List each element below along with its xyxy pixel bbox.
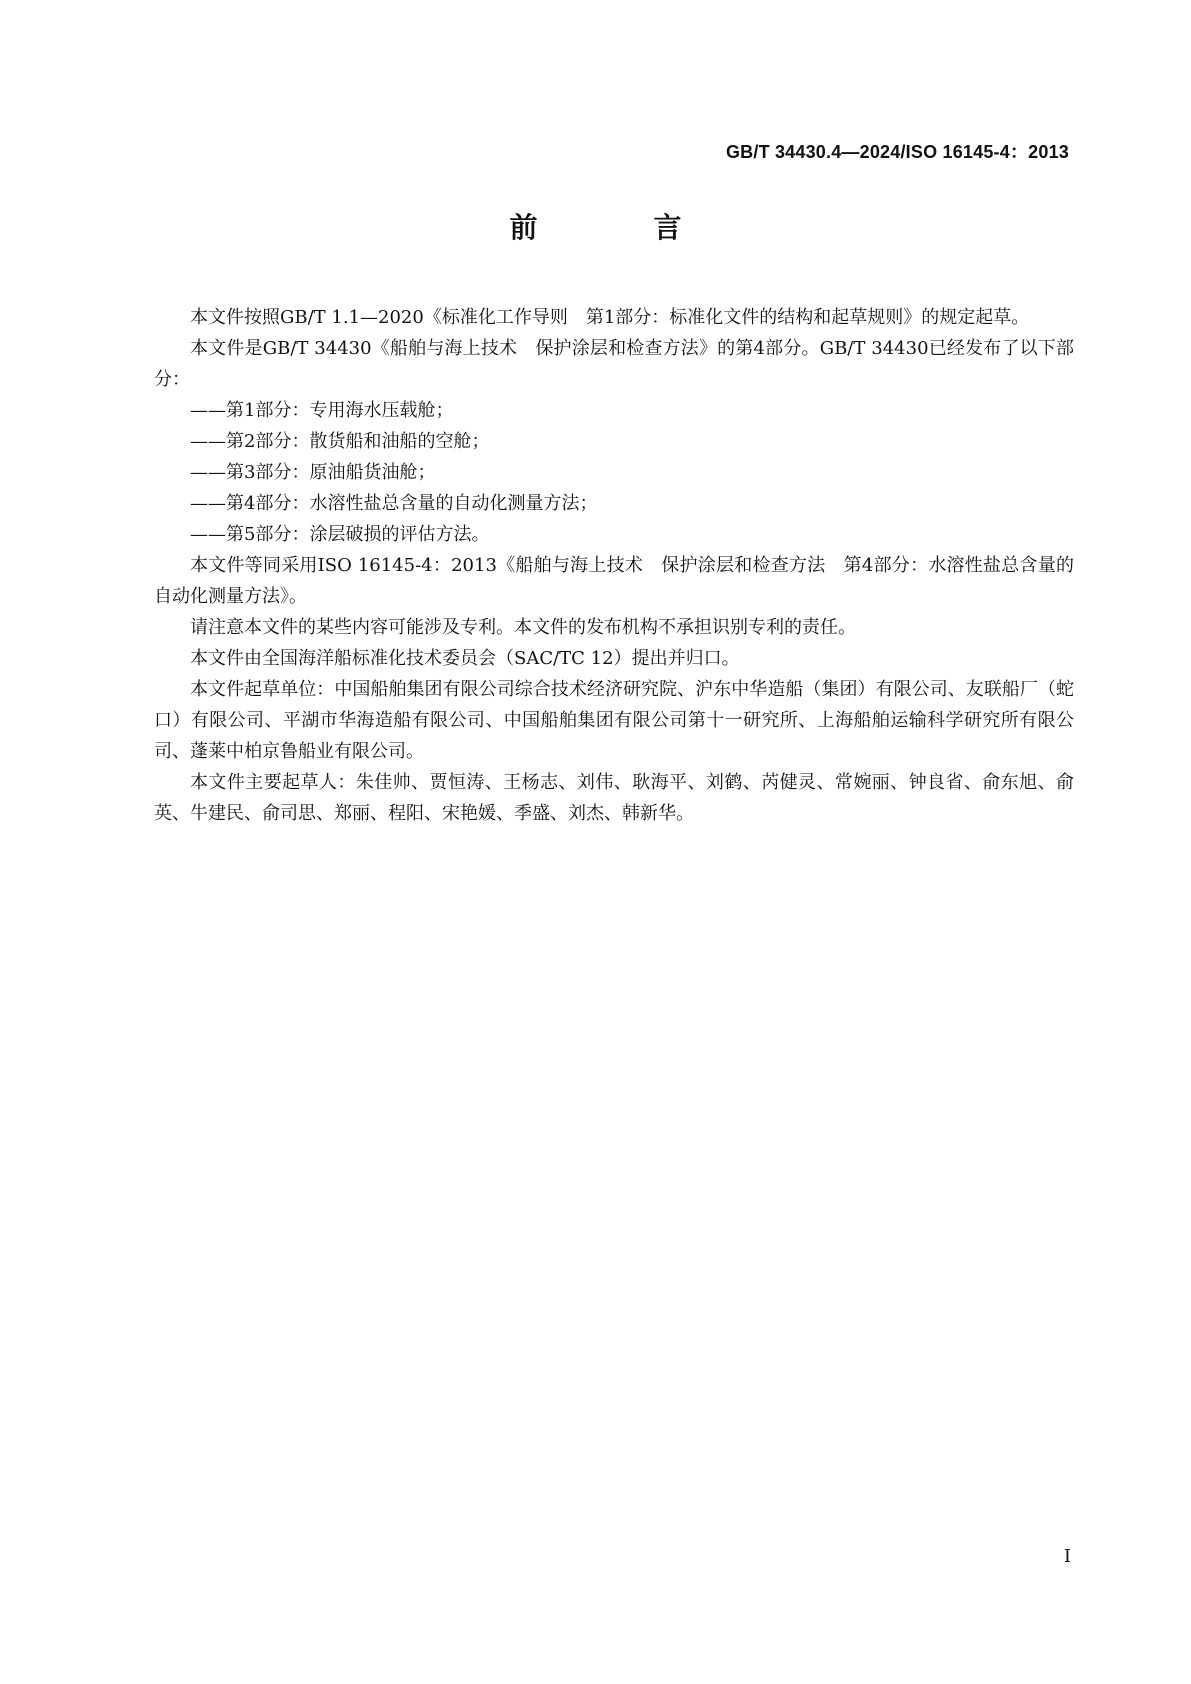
list-item: ——第2部分：散货船和油船的空舱； <box>190 431 490 452</box>
list-item: ——第3部分：原油船货油舱； <box>190 462 436 483</box>
paragraph-drafting-rules: 本文件按照GB/T 1.1—2020《标准化工作导则 第1部分：标准化文件的结构和起草规则》的规定起草。 <box>190 307 1030 328</box>
paragraph-proposer: 本文件由全国海洋船标准化技术委员会（SAC/TC 12）提出并归口。 <box>190 648 740 669</box>
page-title: 前 言 <box>509 211 726 244</box>
paragraph-series-intro: 本文件是GB/T 34430《船舶与海上技术 保护涂层和检查方法》的第4部分。GB/T 34430已经发布了以下部分： <box>154 338 1074 390</box>
paragraph-patent-notice: 请注意本文件的某些内容可能涉及专利。本文件的发布机构不承担识别专利的责任。 <box>190 617 856 638</box>
paragraph-drafting-units: 本文件起草单位：中国船舶集团有限公司综合技术经济研究院、沪东中华造船（集团）有限公司、友联船厂（蛇口）有限公司、平湖市华海造船有限公司、中国船舶集团有限公司第十一研究所、上海船舶运输科学研究所有限公司、蓬莱中柏京鲁船业有限公司。 <box>154 679 1074 762</box>
standard-code-header: GB/T 34430.4—2024/ISO 16145-4：2013 <box>725 142 1069 162</box>
paragraph-drafters: 本文件主要起草人：朱佳帅、贾恒涛、王杨志、刘伟、耿海平、刘鹤、芮健灵、常婉丽、钟良省、俞东旭、俞英、牛建民、俞司思、郑丽、程阳、宋艳媛、季盛、刘杰、韩新华。 <box>154 772 1074 824</box>
foreword-body <box>154 302 1074 829</box>
list-item: ——第1部分：专用海水压载舱； <box>190 400 454 421</box>
list-item: ——第4部分：水溶性盐总含量的自动化测量方法； <box>190 493 598 514</box>
parts-list <box>154 395 1074 550</box>
page-number: I <box>1063 1546 1071 1567</box>
list-item: ——第5部分：涂层破损的评估方法。 <box>190 524 490 545</box>
paragraph-equivalence: 本文件等同采用ISO 16145-4：2013《船舶与海上技术 保护涂层和检查方法 第4部分：水溶性盐总含量的自动化测量方法》。 <box>154 555 1074 607</box>
